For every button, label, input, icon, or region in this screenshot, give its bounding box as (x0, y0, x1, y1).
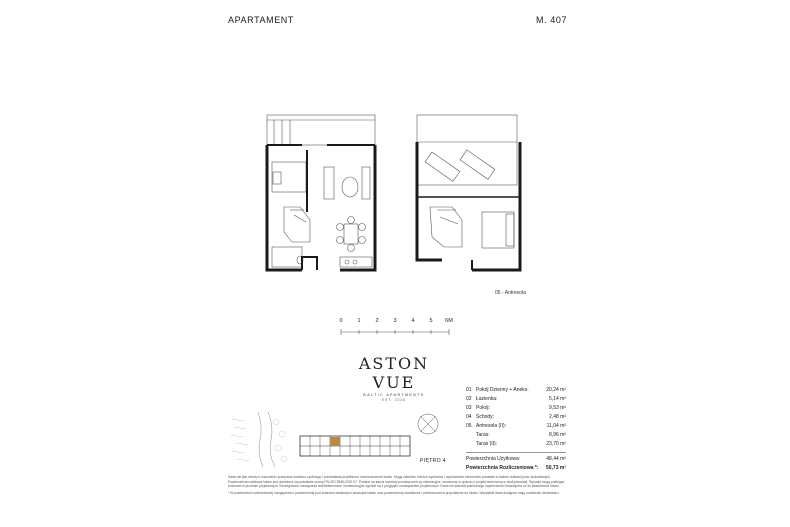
room-row (466, 422, 566, 431)
scale-bar (335, 318, 460, 340)
compass-icon (418, 414, 438, 434)
scale-label: 3 (393, 318, 397, 324)
disclaimer-text: Karta nie jest ofertą w rozumieniu przepisów kodeksu cywilnego i przedstawia przybliżone rozmieszczenie lokalu. Mogą zaistnieć różnice wymiarów i usytuowanie elementów powstałe w trakcie realizacji prac budowlanych. Powierzchnia użytkowa lokalu jest określona na podstawie normy PN-ISO 9836:2022-07. Podane na karcie wymiary pomieszczeń są orientacyjne, wnoszone w oparciu o projekt techniczny w skali planowej. Rysunki mogą podlegać zmianom w procesie projektowym. Szczegółowe rozwiązania architektoniczne i konstrukcyjne zgodne są z przyjętym rozwiązaniem projektowym. Karta nie stanowi publicznego zapewnienia Dewelopera co do właściwości lokalu. (228, 475, 565, 489)
room-name: Łazienka: (476, 396, 498, 402)
room-number: 02 (466, 396, 472, 402)
disclaimer-note: * W powierzchni rozliczeniowej uwzględniono powierzchnię pod ścianami działowymi wewnątrz lokalu oraz powierzchnię dodatkowe i pomieszczenia przynależne do lokalu. Wszystkie dane dostępne mają możliwość demontażu. (228, 490, 560, 495)
room-row (466, 404, 566, 413)
usable-area-row (466, 455, 566, 464)
floor-plan-upper (417, 115, 520, 270)
logo-tagline: BALTIC APARTMENTS (363, 393, 425, 397)
scale-label: 1 (357, 318, 361, 324)
room-area: 23,70 m² (546, 441, 566, 447)
room-area: 9,53 m² (549, 405, 566, 411)
billing-area-value: 50,73 m² (545, 465, 566, 471)
usable-area-label: Powierzchnia Użytkowa: (466, 456, 521, 462)
room-area: 5,14 m² (549, 396, 566, 402)
scale-label: 0 (339, 318, 343, 324)
room-name: Antresola (II): (476, 423, 507, 429)
highlighted-unit (330, 437, 340, 446)
plan-caption: 05 - Antresola (495, 290, 526, 296)
waves (231, 419, 249, 461)
room-area: 11,04 m² (546, 423, 566, 429)
floor-plan-lower (267, 115, 375, 270)
room-areas-table (466, 386, 566, 473)
logo-est: EST. 2026 (381, 398, 407, 402)
room-number: 05 (466, 423, 472, 429)
scale-label: 2 (375, 318, 379, 324)
room-row (466, 386, 566, 395)
floor-plans (262, 112, 532, 282)
brand-logo (336, 354, 452, 402)
scale-label: 5 (429, 318, 433, 324)
room-number: 03 (466, 405, 472, 411)
billing-area-row (466, 464, 566, 473)
room-number: 01 (466, 387, 472, 393)
floor-label: PIĘTRO 4 (420, 458, 446, 464)
room-row (466, 431, 566, 440)
logo-name: ASTON VUE (358, 354, 430, 392)
coastline (258, 412, 275, 467)
room-name: Taras: (476, 432, 490, 438)
unit-number: M. 407 (536, 15, 568, 25)
divider (466, 452, 566, 453)
vegetation (273, 419, 287, 462)
usable-area-value: 48,44 m² (546, 456, 566, 462)
room-name: Pokój Dzienny + Aneks: (476, 387, 529, 393)
room-row (466, 440, 566, 449)
document-title: APARTAMENT (228, 15, 295, 25)
room-name: Schody: (476, 414, 495, 420)
room-area: 2,48 m² (549, 414, 566, 420)
building-floor-plan (300, 436, 410, 456)
disclaimer (228, 475, 566, 497)
scale-label: 6M (445, 318, 453, 324)
scale-label: 4 (411, 318, 415, 324)
room-row (466, 413, 566, 422)
room-number: 04 (466, 414, 472, 420)
room-name: Taras (II): (476, 441, 498, 447)
room-row (466, 395, 566, 404)
room-area: 20,24 m² (546, 387, 566, 393)
billing-area-label: Powierzchnia Rozliczeniowa *: (466, 465, 539, 471)
scale-line (335, 327, 460, 337)
room-name: Pokój: (476, 405, 490, 411)
room-area: 8,96 m² (549, 432, 566, 438)
